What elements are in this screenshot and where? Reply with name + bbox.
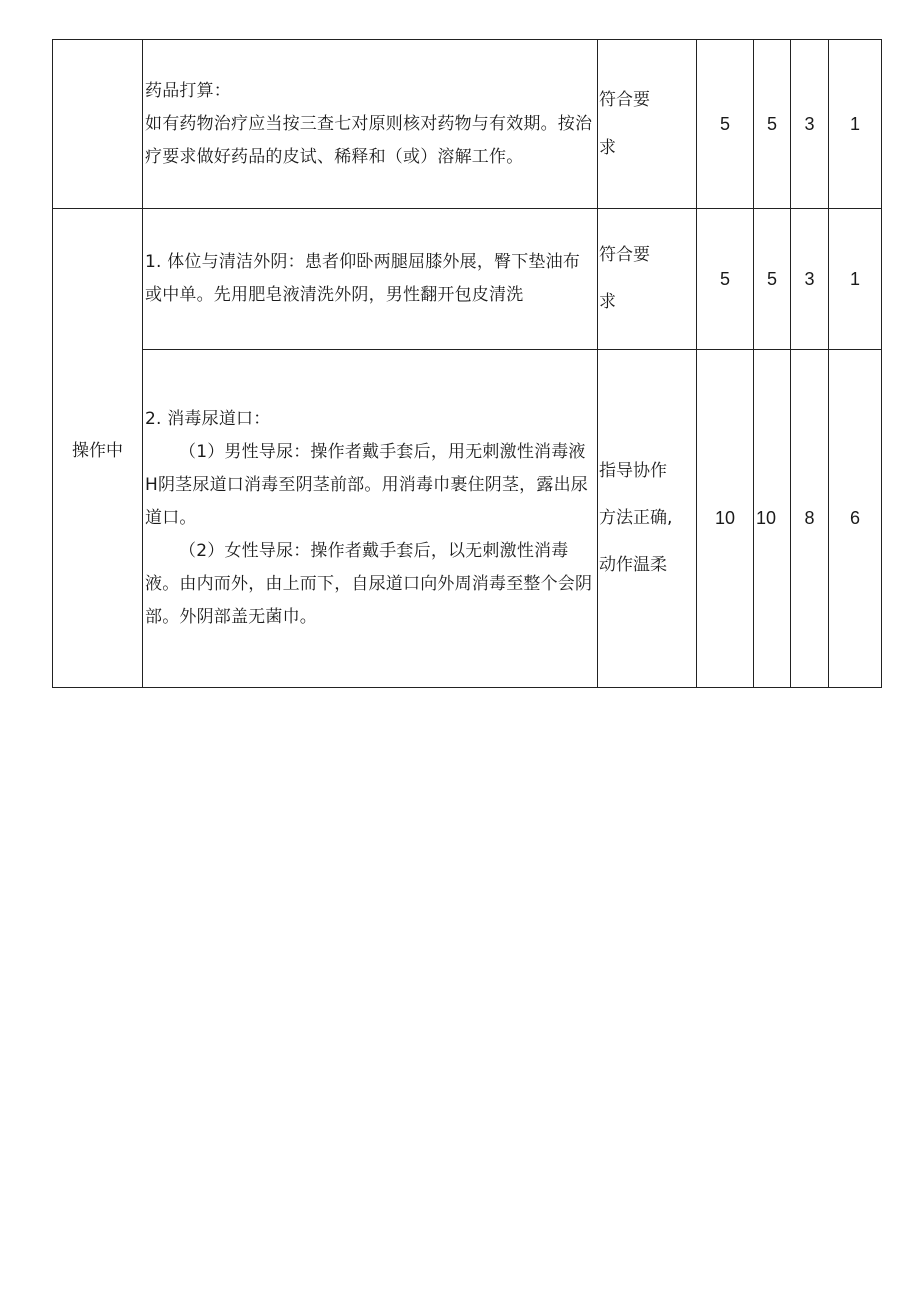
stage-cell — [53, 40, 143, 209]
requirement-cell — [598, 209, 697, 350]
requirement-cell — [598, 350, 697, 688]
content-heading: 2. 消毒尿道口： — [145, 409, 271, 429]
content-text: 如有药物治疗应当按三查七对原则核对药物与有效期。按治疗要求做好药品的皮试、稀释和（或）溶解工作。 — [145, 113, 593, 167]
requirement-line: 方法正确, — [599, 508, 673, 528]
score-cell: 10 — [754, 350, 791, 688]
score-cell: 8 — [791, 350, 829, 688]
requirement-line: 动作温柔 — [599, 555, 667, 575]
score-cell: 5 — [754, 40, 791, 209]
table-row — [53, 350, 882, 688]
content-text: 1. 体位与清洁外阴：患者仰卧两腿屈膝外展，臀下垫油布或中单。先用肥皂液清洗外阴，男性翻开包皮清洗 — [145, 252, 581, 305]
requirement-cell — [598, 40, 697, 209]
content-cell — [143, 40, 598, 209]
content-cell — [143, 209, 598, 350]
table-row — [53, 209, 882, 350]
content-text: （2）女性导尿：操作者戴手套后，以无刺激性消毒液。由内而外，由上而下，自尿道口向外周消毒至整个会阴部。外阴部盖无菌巾。 — [145, 541, 593, 627]
score-cell: 5 — [697, 40, 754, 209]
score-cell: 1 — [829, 40, 882, 209]
score-cell: 3 — [791, 209, 829, 350]
stage-cell: 操作中 — [53, 209, 143, 688]
requirement-line: 求 — [599, 292, 616, 312]
requirement-line: 求 — [599, 138, 616, 158]
score-cell: 6 — [829, 350, 882, 688]
content-cell — [143, 350, 598, 688]
score-cell: 5 — [697, 209, 754, 350]
score-cell: 10 — [697, 350, 754, 688]
score-cell: 1 — [829, 209, 882, 350]
content-text: （1）男性导尿：操作者戴手套后，用无刺激性消毒液H阴茎尿道口消毒至阴茎前部。用消毒巾裹住阴茎，露出尿道口。 — [145, 442, 588, 528]
score-cell: 3 — [791, 40, 829, 209]
requirement-line: 符合要 — [599, 90, 650, 110]
score-cell: 5 — [754, 209, 791, 350]
content-heading: 药品打算： — [145, 80, 231, 101]
scoring-table — [52, 39, 882, 688]
requirement-line: 符合要 — [599, 245, 650, 265]
requirement-line: 指导协作 — [599, 461, 667, 481]
table-row — [53, 40, 882, 209]
